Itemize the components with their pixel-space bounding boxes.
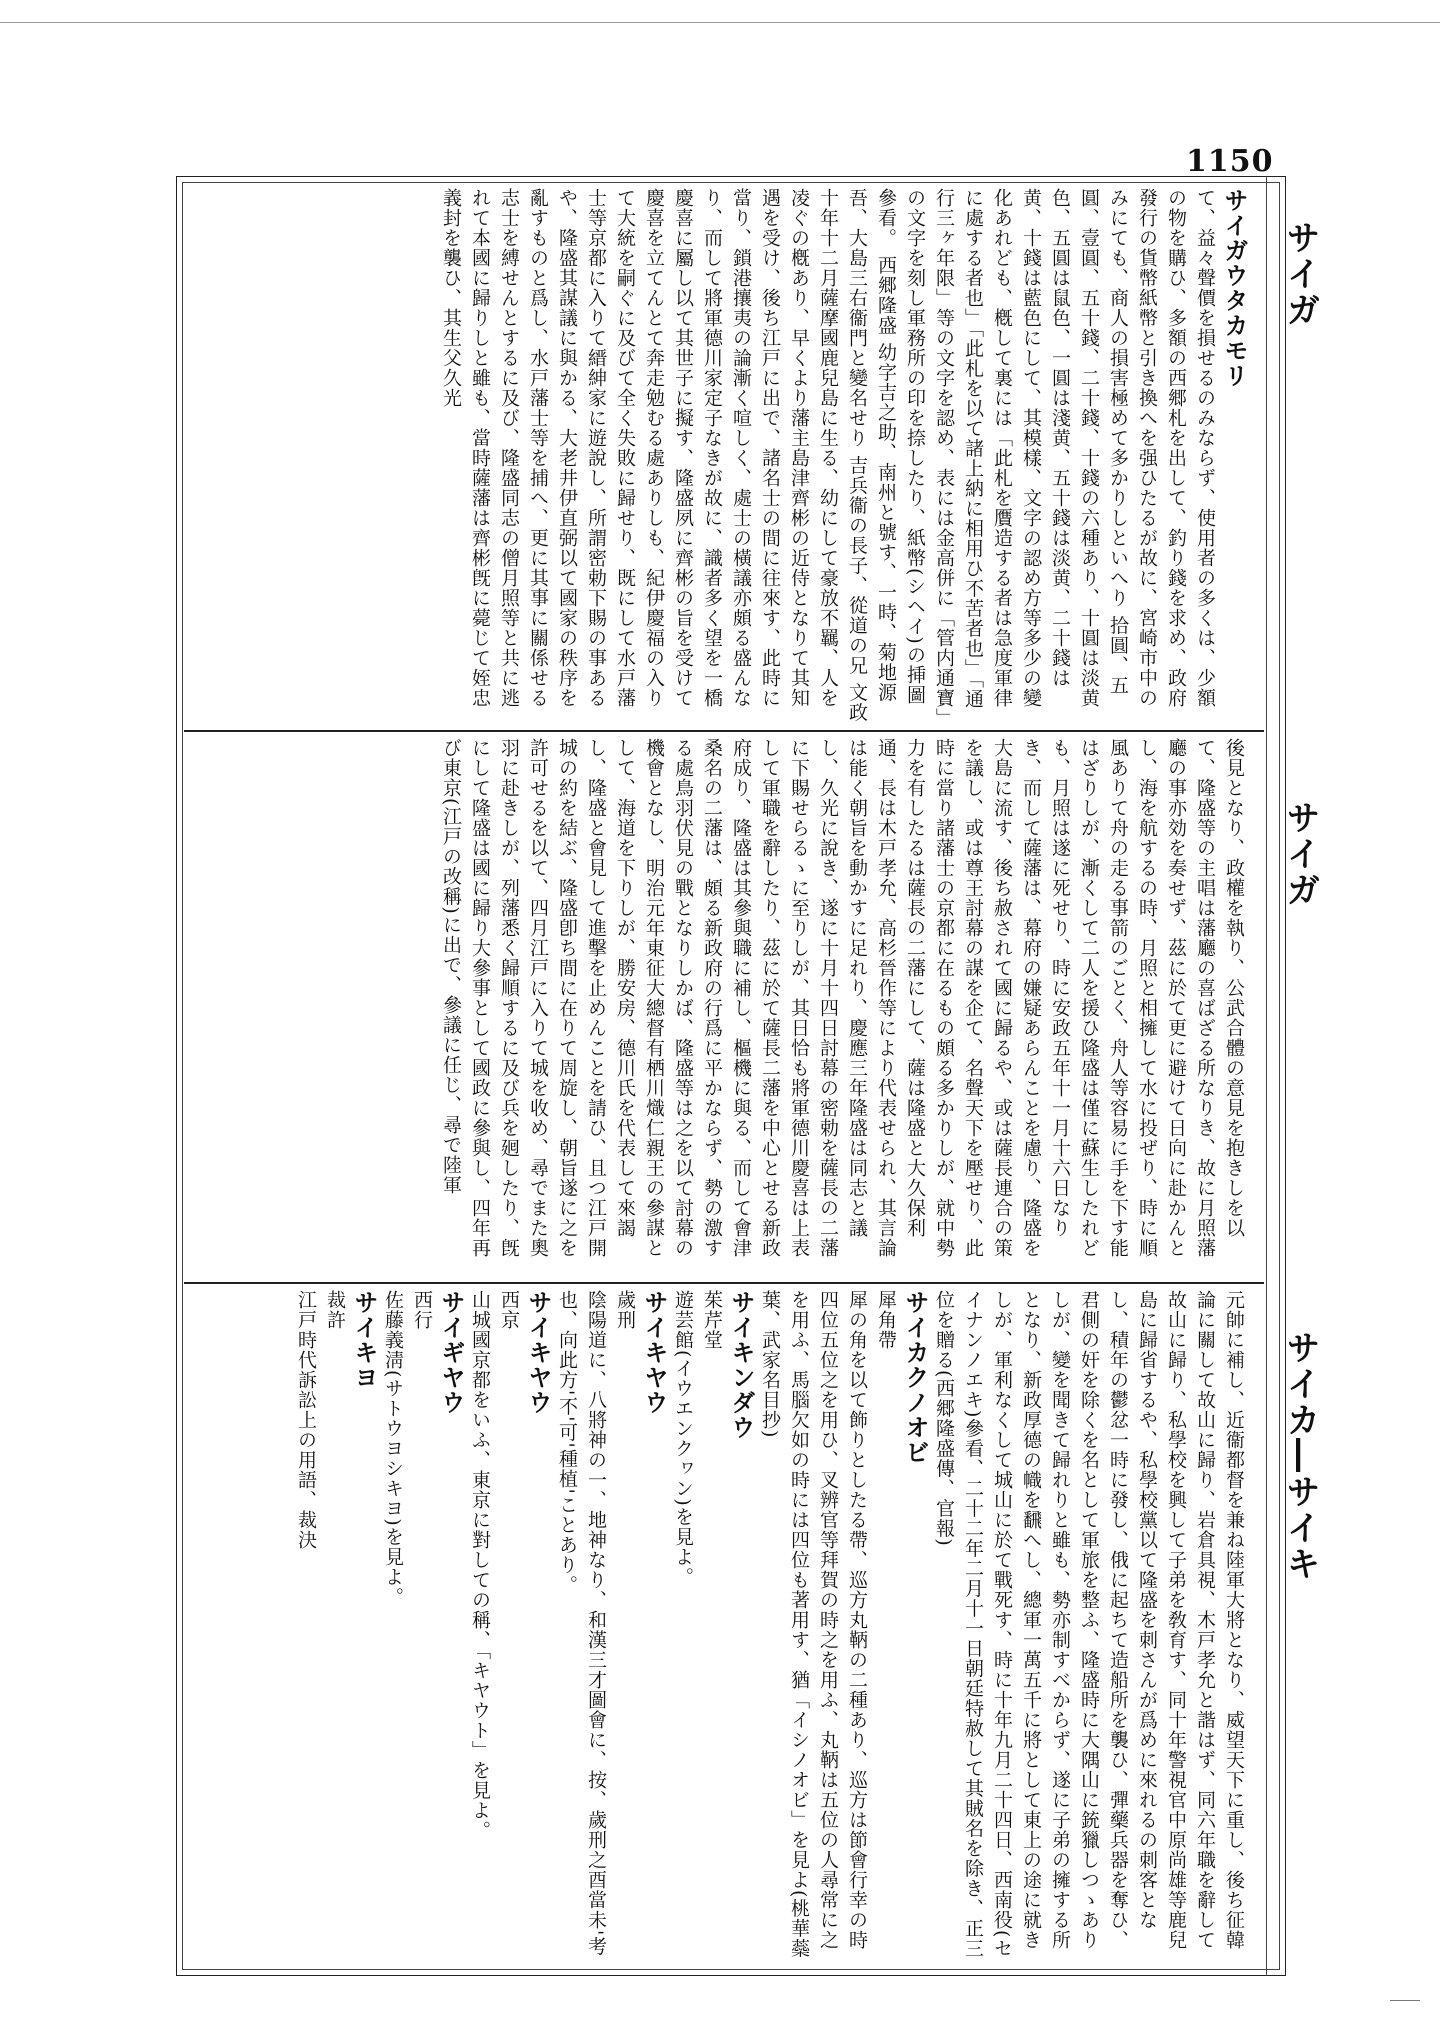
middle-band [188, 738, 1248, 1276]
heading-column-divider [1266, 176, 1267, 1976]
entry-heading: サイキヤウ [640, 1290, 668, 1415]
page-number: 1150 [1186, 144, 1274, 179]
band-separator-1 [184, 730, 1264, 732]
running-heading-lower: サイカ―サイキ [1280, 1330, 1320, 1582]
entry-text: 遊芸館(イウエンクヮン)を見よ。 [672, 1290, 694, 1587]
entry-heading: サイキヤウ [524, 1290, 552, 1415]
lower-band [188, 1290, 1248, 1960]
running-heading-middle: サイガ [1280, 800, 1320, 908]
running-heading-upper: サイガ [1280, 220, 1320, 328]
corner-mark [1390, 2000, 1420, 2001]
entry-kanji: 犀角帶 [875, 1290, 897, 1350]
upper-band [188, 188, 1248, 724]
entry-heading: サイキンダウ [727, 1290, 755, 1440]
entry-text: 陰陽道に、八將神の一、地神なり、和漢三才圖會に、按、歲刑之酉當未'考也、向此方'不'可'種植'ことあり。 [556, 1290, 607, 1957]
entry-heading: サイギヤウ [437, 1290, 465, 1415]
entry-kanji: 茱芹堂 [701, 1290, 723, 1350]
upper-band-text: て、益々聲價を損せるのみならず、使用者の多くは、少額の物を購ひ、多額の西郷札を出して、釣り錢を求め、政府發行の貨幣紙幣と引き換へを强ひたるが故に、宮崎市中のみにても、商人の損害極めて多かりしといへり 拾圓、五圓、壹圓、五十錢、二十錢、十錢の六種あり、十圓は淡黄色、五圓は鼠色、一圓は淺黄、五十錢は淡黄、二十錢は黄、十錢は藍色にして、其模樣、文字の認め方等多少の變化あれども、槪して裏には「此札を贋造する者は急度軍律に處する者也」「此札を以て諸上納に相用ひ不苦者也」「通行三ヶ年限」等の文字を認め、表には金高併に「管内通寶」の文字を刻し軍務所の印を捺したり、紙幣(シヘイ)の挿圖參看。 西郷隆盛 幼字吉之助、南州と號す、一時、菊地源吾、大島三右衞門と變名せり 吉兵衞の長子、從道の兄 文政十年十二月薩摩國鹿兒島に生る、幼にして豪放不羈、人を凌ぐの槪あり、早くより藩主島津齊彬の近侍となりて其知遇を受け、後ち江戸に出で、諸名士の間に往來す、此時に當り、鎖港攘夷の論漸く喧しく、處士の橫議亦頗る盛んなり、而して將軍德川家定子なきが故に、識者多く望を一橋慶喜に屬し以て其世子に擬す、隆盛夙に齊彬の旨を受けて慶喜を立てんとて奔走勉むる處ありしも、紀伊慶福の入りて大統を嗣ぐに及びて全く失敗に歸せり、既にして水戸藩士等京都に入りて縉紳家に遊說し、所謂密勅下賜の事あるや、隆盛其謀議に與かる、大老井伊直弼以て國家の秩序を亂すものと爲し、水戸藩士等を捕へ、更に其事に關係せる志士を縛せんとするに及び、隆盛同志の僧月照等と共に逃れて本國に歸りしと雖も、當時薩藩は齊彬旣に薨じて姪忠義封を襲ひ、其生父久光 [440, 188, 1216, 723]
middle-band-text: 後見となり、政權を執り、公武合體の意見を抱きしを以て、隆盛等の主唱は藩廳の喜ばざる所なりき、故に月照藩廳の事亦効を奏せず、茲に於て更に避けて日向に赴かんとし、海を航するの時、月照と相擁して水に投ぜり、時に順風ありて舟の走る事箭のごとく、舟人等容易に手を下す能はざりしが、漸くして二人を援ひ隆盛は僅に蘇生したれども、月照は遂に死せり、時に安政五年十一月十六日なりき、而して薩藩は、幕府の嫌疑あらんことを慮り、隆盛を大島に流す、後ち赦されて國に歸るや、或は薩長連合の策を議し、或は尊王討幕の謀を企て、名聲天下を壓せり、此時に當り諸藩士の京都に在るもの頗る多かりしが、就中勢力を有したるは薩長の二藩にして、薩は隆盛と大久保利通、長は木戸孝允、高杉晉作等により代表せられ、其言論は能く朝旨を動かすに足れり、慶應三年隆盛は同志と議し、久光に說き、遂に十月十四日討幕の密勅を薩長の二藩に下賜せらるゝに至りしが、其日恰も將軍德川慶喜は上表して軍職を辭したり、茲に於て薩長二藩を中心とせる新政府成り、隆盛は其參與職に補し、樞機に與る、而して會津桑名の二藩は、頗る新政府の行爲に平かならず、勢の激する處鳥羽伏見の戰となりしかば、隆盛等は之を以て討幕の機會となし、明治元年東征大總督有栖川熾仁親王の參謀として、海道を下りしが、勝安房、德川氏を代表して來謁し、隆盛と會見して進擊を止めんことを請ひ、且つ江戸開城の約を結ぶ、隆盛卽ち間に在りて周旋し、朝旨遂に之を許可せるを以て、四月江戸に入りて城を收め、尋でまた奧羽に赴きしが、列藩悉く歸順するに及び兵を𢌞したり、旣にして隆盛は國に歸り大參事として國政に參與し、四年再び東京(江戸の改稱)に出で、參議に任じ、尋で陸軍 [440, 738, 1245, 1258]
entry-heading: サイキヨ [350, 1290, 378, 1390]
lower-band-text: 元帥に補し、近衞都督を兼ね陸軍大將となり、威望天下に重し、後ち征韓論に關して故山に歸り、岩倉具視、木戸孝允と諧はず、同六年職を辭して故山に歸り、私學校を興して子弟を敎育す、同十年警視官中原尚雄等鹿兒島に歸省するや、私學校黨以て隆盛を刺さんが爲めに來れるの刺客となし、積年の鬱忿一時に發し、俄に起ちて造船所を襲ひ、彈藥兵器を奪ひ、君側の奸を除くを名として軍旅を整ふ、隆盛時に大隅山に銃獵しつゝありしが、變を聞きて歸れりと雖も、勢亦制すべからず、遂に子弟の擁する所となり、新政厚德の幟を飜へし、總軍一萬五千に將として東上の途に就きしが、軍利なくして城山に於て戰死す、時に十年九月二十四日、西南役(セイナンノエキ)參看、二十二年二月十一日朝廷特赦して其賊名を除き、正三位を贈る(西郷隆盛傳、官報) [933, 1290, 1245, 1959]
entry-heading: サイカクノオビ [901, 1290, 929, 1465]
entry-text: 犀の角を以て飾りとしたる帶、巡方丸鞆の二種あり、巡方は節會行幸の時四位五位之を用ひ、叉辨官等拜賀の時之を用ふ、丸鞆は五位の人尋常に之を用ふ、馬腦欠如の時には四位も著用す、猶「イシノオビ」を見よ(桃華蘂葉、武家名目抄) [759, 1290, 868, 1959]
entry-kanji: 歲刑 [614, 1290, 636, 1330]
upper-entry-heading: サイガウタカモリ [1220, 188, 1248, 388]
entry-text: 佐藤義淸(サトウヨシキヨ)を見よ。 [382, 1290, 404, 1607]
entry-kanji: 西行 [411, 1290, 433, 1330]
top-rule [0, 22, 1440, 23]
entry-kanji: 西京 [498, 1290, 520, 1330]
entry-text: 江戸時代訴訟上の用語、裁決 [295, 1290, 317, 1550]
band-separator-2 [184, 1282, 1264, 1284]
entry-kanji: 裁許 [324, 1290, 346, 1330]
entry-text: 山城國京都をいふ、東京に對しての稱、「キヤウト」を見よ。 [469, 1290, 491, 1841]
